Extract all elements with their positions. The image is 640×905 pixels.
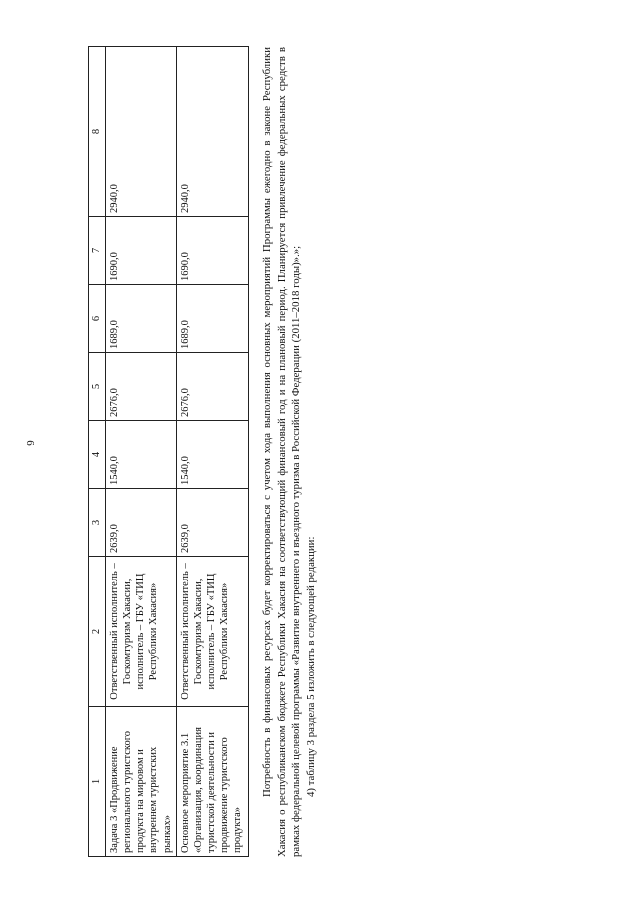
value-cell: 2676,0 [176, 353, 248, 421]
header-cell: 2 [89, 557, 106, 707]
task-name-cell: Задача 3 «Продвижение регионального туристского продукта на мировом и внутреннем туристских рынках» [106, 707, 177, 857]
rotated-text-wrapper [260, 47, 350, 857]
value-cell: 2676,0 [106, 353, 177, 421]
value-cell: 2639,0 [176, 489, 248, 557]
body-text [260, 47, 318, 857]
task-name-cell: Основное мероприятие 3.1 «Организация, координация туристской деятельности и продвижение туристского продукта» [176, 707, 248, 857]
table-row [106, 47, 177, 857]
value-cell: 2639,0 [106, 489, 177, 557]
page-number: 6 [23, 440, 36, 446]
header-cell: 6 [89, 285, 106, 353]
value-cell: 1690,0 [106, 217, 177, 285]
value-cell: 2940,0 [176, 47, 248, 217]
table-header-row [89, 47, 106, 857]
header-cell: 4 [89, 421, 106, 489]
executor-cell: Ответственный исполнитель – Госкомтуризм Хакасии, исполнитель – ГБУ «ТИЦ Республики Хакасия» [106, 557, 177, 707]
value-cell: 1689,0 [176, 285, 248, 353]
value-cell: 1689,0 [106, 285, 177, 353]
value-cell: 2940,0 [106, 47, 177, 217]
table-row [176, 47, 248, 857]
value-cell: 1540,0 [176, 421, 248, 489]
header-cell: 5 [89, 353, 106, 421]
header-cell: 3 [89, 489, 106, 557]
budget-table [88, 46, 249, 857]
value-cell: 1690,0 [176, 217, 248, 285]
header-cell: 7 [89, 217, 106, 285]
executor-cell: Ответственный исполнитель – Госкомтуризм Хакасии, исполнитель – ГБУ «ТИЦ Республики Хакасия» [176, 557, 248, 707]
funding-paragraph: Потребность в финансовых ресурсах будет корректироваться с учетом хода выполнения основных мероприятий Программы ежегодно в законе Республики Хакасия о республиканском бюджете Республики Хакасия на соответствующий финансовый год и на плановый период. Планируется привлечение федеральных средств в рамках федеральной целевой программы «Развитие внутреннего и въездного туризма в Российской Федерации (2011–2018 годы)».»; [261, 47, 302, 857]
header-cell: 1 [89, 707, 106, 857]
value-cell: 1540,0 [106, 421, 177, 489]
amendment-item-4: 4) таблицу 3 раздела 5 изложить в следующей редакции: [304, 536, 317, 797]
header-cell: 8 [89, 47, 106, 217]
